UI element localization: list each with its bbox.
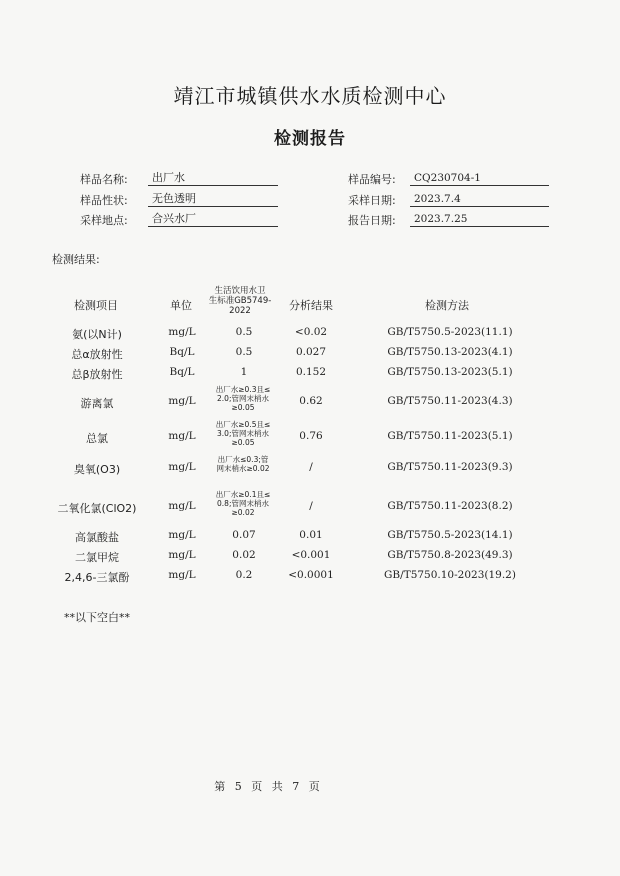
header-standard: [208, 286, 272, 316]
sampling-site-value: 合兴水厂: [148, 212, 278, 227]
row-method: GB/T5750.11-2023(4.3): [387, 395, 513, 407]
row-standard: 1: [240, 366, 248, 378]
row-standard-line: 3.0;管网末梢水: [217, 429, 269, 438]
row-method: GB/T5750.13-2023(5.1): [387, 366, 513, 378]
row-result: <0.02: [294, 326, 328, 338]
row-standard-line: ≥0.05: [231, 403, 255, 412]
row-item: 二氧化氯(ClO2): [57, 502, 137, 515]
row-item: 2,4,6-三氯酚: [64, 571, 130, 584]
row-result: 0.027: [295, 346, 327, 358]
row-unit: mg/L: [168, 529, 196, 541]
row-standard-line: ≥0.05: [231, 438, 255, 447]
header-item: 检测项目: [74, 299, 118, 312]
report-organization-title: 靖江市城镇供水水质检测中心: [173, 84, 447, 108]
row-result: /: [309, 500, 313, 512]
sample-no-value: CQ230704-1: [410, 171, 549, 186]
header-standard-line: 生标准GB5749-: [208, 296, 272, 306]
sampling-date-label: 采样日期:: [348, 194, 396, 207]
header-standard-line: 2022: [229, 306, 251, 316]
row-standard-line: 网末梢水≥0.02: [216, 464, 270, 473]
row-standard: 0.5: [235, 346, 253, 358]
row-unit: Bq/L: [169, 366, 195, 378]
row-standard: [210, 420, 276, 447]
sample-name-value: 出厂水: [148, 171, 278, 186]
results-label: 检测结果:: [52, 253, 100, 266]
row-standard-line: ≥0.02: [231, 508, 255, 517]
row-method: GB/T5750.13-2023(4.1): [387, 346, 513, 358]
row-unit: Bq/L: [169, 346, 195, 358]
row-method: GB/T5750.11-2023(5.1): [387, 430, 513, 442]
row-unit: mg/L: [168, 326, 196, 338]
row-item: 氨(以N计): [72, 328, 122, 341]
row-result: <0.0001: [288, 569, 334, 581]
row-standard: [210, 385, 276, 412]
report-date-label: 报告日期:: [348, 214, 396, 227]
row-item: 游离氯: [80, 397, 114, 410]
row-method: GB/T5750.11-2023(9.3): [387, 461, 513, 473]
row-unit: mg/L: [168, 569, 196, 581]
row-standard-line: 出厂水≥0.3且≤: [215, 385, 271, 394]
row-item: 高氯酸盐: [75, 531, 119, 544]
row-method: GB/T5750.5-2023(11.1): [387, 326, 513, 338]
row-item: 总氯: [86, 432, 108, 445]
row-method: GB/T5750.11-2023(8.2): [387, 500, 513, 512]
report-date-value: 2023.7.25: [410, 212, 549, 227]
sample-no-label: 样品编号:: [348, 173, 396, 186]
row-standard: 0.5: [235, 326, 253, 338]
row-result: 0.76: [299, 430, 323, 442]
row-unit: mg/L: [168, 395, 196, 407]
row-result: 0.62: [299, 395, 323, 407]
row-unit: mg/L: [168, 500, 196, 512]
page-number: 第 5 页 共 7 页: [214, 780, 320, 793]
row-item: 总β放射性: [71, 368, 123, 381]
row-standard: 0.2: [235, 569, 253, 581]
row-item: 二氯甲烷: [75, 551, 119, 564]
row-result: 0.01: [299, 529, 323, 541]
row-standard-line: 出厂水≥0.5且≤: [215, 420, 271, 429]
row-standard-line: 出厂水≥0.1且≤: [215, 490, 271, 499]
sample-property-value: 无色透明: [148, 192, 278, 207]
row-item: 臭氧(O3): [73, 463, 121, 476]
sample-name-label: 样品名称:: [80, 173, 128, 186]
row-item: 总α放射性: [71, 348, 123, 361]
row-standard: 0.02: [232, 549, 256, 561]
blank-note: **以下空白**: [64, 611, 130, 624]
row-standard-line: 2.0;管网末梢水: [217, 394, 269, 403]
row-unit: mg/L: [168, 461, 196, 473]
row-standard: 0.07: [232, 529, 256, 541]
row-standard-line: 0.8;管网末梢水: [217, 499, 269, 508]
row-result: <0.001: [291, 549, 331, 561]
row-unit: mg/L: [168, 430, 196, 442]
row-result: 0.152: [295, 366, 327, 378]
header-method: 检测方法: [425, 299, 469, 312]
row-method: GB/T5750.10-2023(19.2): [384, 569, 516, 581]
sampling-site-label: 采样地点:: [80, 214, 128, 227]
header-result: 分析结果: [289, 299, 333, 312]
row-unit: mg/L: [168, 549, 196, 561]
row-standard: [210, 455, 276, 473]
row-standard: [210, 490, 276, 517]
row-standard-line: 出厂水≤0.3;管: [217, 455, 269, 464]
header-unit: 单位: [170, 299, 192, 312]
row-method: GB/T5750.5-2023(14.1): [387, 529, 513, 541]
sampling-date-value: 2023.7.4: [410, 192, 549, 207]
report-title: 检测报告: [274, 129, 346, 149]
sample-property-label: 样品性状:: [80, 194, 128, 207]
row-method: GB/T5750.8-2023(49.3): [387, 549, 513, 561]
row-result: /: [309, 461, 313, 473]
header-standard-line: 生活饮用水卫: [214, 286, 266, 296]
